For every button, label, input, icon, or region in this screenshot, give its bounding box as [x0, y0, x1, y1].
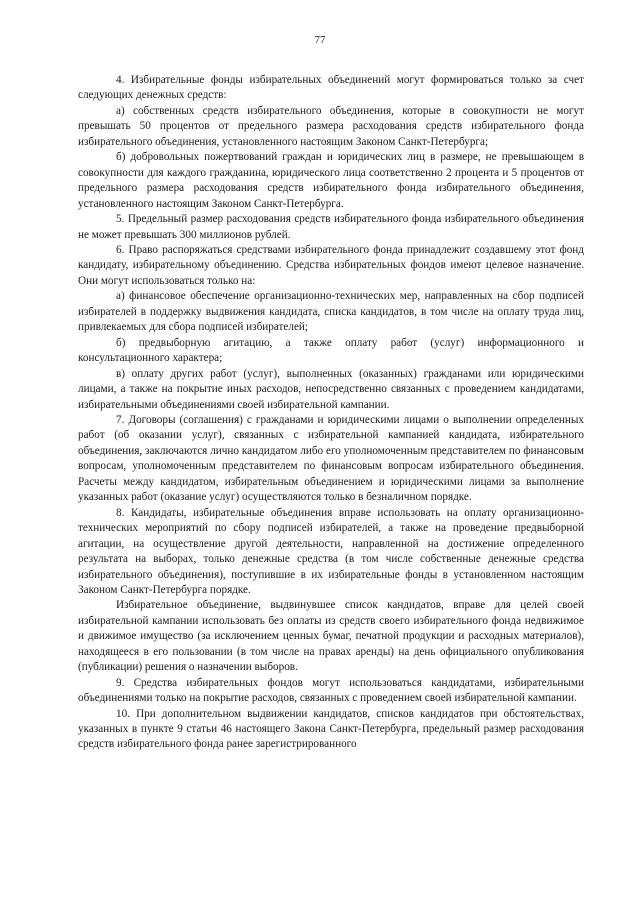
paragraph-4a: а) собственных средств избирательного объединения, которые в совокупности не могут превышать 50 процентов от предельного размера расходования средств избирательного фонда избирательного объединения, установленного настоящим Законом Санкт-Петербурга;	[78, 104, 584, 148]
paragraph-6b: б) предвыборную агитацию, а также оплату работ (услуг) информационного и консультационного характера;	[78, 336, 584, 365]
paragraph-6a: а) финансовое обеспечение организационно-технических мер, направленных на сбор подписей избирателей в поддержку выдвижения кандидата, списка кандидатов, в том числе на оплату труда лиц, привлекаемых для сбора подписей избирателей;	[78, 290, 584, 334]
body-text	[78, 73, 584, 753]
paragraph-4: 4. Избирательные фонды избирательных объединений могут формироваться только за счет следующих денежных средств:	[78, 74, 584, 102]
paragraph-4b: б) добровольных пожертвований граждан и юридических лиц в размере, не превышающем в совокупности для каждого гражданина, юридического лица соответственно 2 процента и 5 процентов от предельного размера расходования средств избирательного фонда избирательного объединения, установленного настоящим Законом Санкт-Петербурга.	[78, 151, 584, 210]
paragraph-6: 6. Право распоряжаться средствами избирательного фонда принадлежит создавшему этот фонд кандидату, избирательному объединению. Средства избирательных фондов имеют целевое назначение. Они могут использоваться только на:	[78, 243, 584, 287]
paragraph-9: 9. Средства избирательных фондов могут использоваться кандидатами, избирательными объединениями только на покрытие расходов, связанных с проведением своей избирательной кампании.	[78, 676, 584, 705]
paragraph-6c: в) оплату других работ (услуг), выполненных (оказанных) гражданами или юридическими лицами, а также на покрытие иных расходов, непосредственно связанных с проведением кандидатами, избирательными объединениями своей избирательной кампании.	[78, 367, 584, 411]
page-number: 77	[314, 34, 326, 46]
paragraph-7: 7. Договоры (соглашения) с гражданами и юридическими лицами о выполнении определенных работ (об оказании услуг), связанных с избирательной кампанией кандидата, избирательного объединения, заключаются лично кандидатом либо его уполномоченным представителем по финансовым вопросам, уполномоченным представителем по финансовым вопросам избирательного объединения. Расчеты между кандидатом, избирательным объединением и юридическими лицами за выполнение указанных работ (оказание услуг) осуществляются только в безналичном порядке.	[78, 413, 584, 504]
paragraph-8-continued: Избирательное объединение, выдвинувшее список кандидатов, вправе для целей своей избирательной кампании использовать без оплаты из средств своего избирательного фонда недвижимое и движимое имущество (за исключением ценных бумаг, печатной продукции и расходных материалов), находящееся в его пользовании (в том числе на правах аренды) на день официального опубликования (публикации) решения о назначении выборов.	[78, 599, 584, 674]
paragraph-5: 5. Предельный размер расходования средств избирательного фонда избирательного объединения не может превышать 300 миллионов рублей.	[78, 213, 584, 241]
paragraph-8: 8. Кандидаты, избирательные объединения вправе использовать на оплату организационно-технических мероприятий по сбору подписей избирателей, а также на проведение предвыборной агитации, на осуществление другой деятельности, направленной на достижение определенного результата на выборах, только денежные средства (в том числе собственные денежные средства избирательного объединения), поступившие в их избирательные фонды в установленном настоящим Законом Санкт-Петербурга порядке.	[78, 506, 584, 596]
paragraph-10: 10. При дополнительном выдвижении кандидатов, списков кандидатов при обстоятельствах, указанных в пункте 9 статьи 46 настоящего Закона Санкт-Петербурга, предельный размер расходования средств избирательного фонда ранее зарегистрированного	[78, 707, 584, 751]
